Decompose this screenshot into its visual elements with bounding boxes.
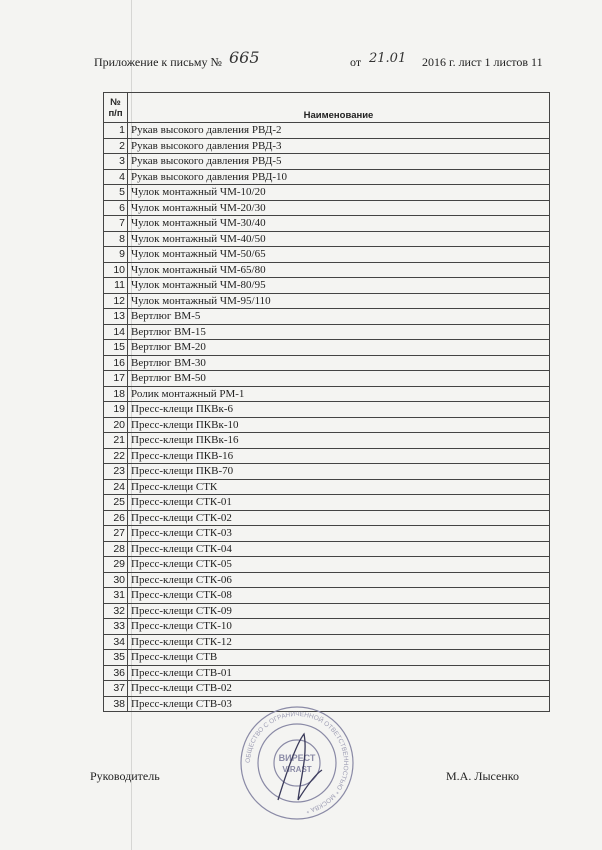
table-row bbox=[104, 278, 550, 294]
item-name: Пресс-клещи СТВ-02 bbox=[128, 681, 550, 697]
signatory-name: М.А. Лысенко bbox=[446, 769, 519, 783]
row-number: 30 bbox=[104, 572, 128, 588]
column-header-number-line1: № bbox=[110, 96, 121, 108]
table-row bbox=[104, 510, 550, 526]
row-number: 31 bbox=[104, 588, 128, 604]
row-number: 19 bbox=[104, 402, 128, 418]
item-name: Пресс-клещи ПКВк-10 bbox=[128, 417, 550, 433]
item-name: Пресс-клещи СТВ-01 bbox=[128, 665, 550, 681]
row-number: 5 bbox=[104, 185, 128, 201]
table-row bbox=[104, 216, 550, 232]
item-name: Пресс-клещи СТК-05 bbox=[128, 557, 550, 573]
stamp-ring-text: ОБЩЕСТВО С ОГРАНИЧЕННОЙ ОТВЕТСТВЕННОСТЬЮ * МОСКВА * bbox=[244, 710, 350, 815]
table-row bbox=[104, 138, 550, 154]
row-number: 7 bbox=[104, 216, 128, 232]
column-header-number-line2: п/п bbox=[108, 107, 123, 119]
item-name: Пресс-клещи СТК-08 bbox=[128, 588, 550, 604]
row-number: 37 bbox=[104, 681, 128, 697]
table-row bbox=[104, 402, 550, 418]
header-from-label: от bbox=[350, 55, 362, 69]
item-name: Чулок монтажный ЧМ-80/95 bbox=[128, 278, 550, 294]
row-number: 13 bbox=[104, 309, 128, 325]
table-row bbox=[104, 665, 550, 681]
item-name: Чулок монтажный ЧМ-50/65 bbox=[128, 247, 550, 263]
row-number: 9 bbox=[104, 247, 128, 263]
table-row bbox=[104, 247, 550, 263]
column-header-number bbox=[104, 93, 128, 123]
table-row bbox=[104, 448, 550, 464]
item-name: Пресс-клещи ПКВк-16 bbox=[128, 433, 550, 449]
item-name: Рукав высокого давления РВД-5 bbox=[128, 154, 550, 170]
item-name: Пресс-клещи СТВ bbox=[128, 650, 550, 666]
table-row bbox=[104, 557, 550, 573]
table-row bbox=[104, 169, 550, 185]
table-row bbox=[104, 262, 550, 278]
row-number: 38 bbox=[104, 696, 128, 712]
row-number: 16 bbox=[104, 355, 128, 371]
item-name: Вертлюг ВМ-15 bbox=[128, 324, 550, 340]
item-name: Чулок монтажный ЧМ-40/50 bbox=[128, 231, 550, 247]
row-number: 26 bbox=[104, 510, 128, 526]
table-row bbox=[104, 495, 550, 511]
row-number: 36 bbox=[104, 665, 128, 681]
row-number: 2 bbox=[104, 138, 128, 154]
stamp-center-text: ВИРЕСТ bbox=[278, 753, 316, 763]
row-number: 28 bbox=[104, 541, 128, 557]
date-handwritten: 21.01 bbox=[369, 51, 407, 66]
company-seal-stamp bbox=[238, 704, 356, 822]
row-number: 23 bbox=[104, 464, 128, 480]
row-number: 6 bbox=[104, 200, 128, 216]
table-row bbox=[104, 681, 550, 697]
item-name: Чулок монтажный ЧМ-20/30 bbox=[128, 200, 550, 216]
table-row bbox=[104, 479, 550, 495]
table-row bbox=[104, 324, 550, 340]
row-number: 18 bbox=[104, 386, 128, 402]
table-row bbox=[104, 386, 550, 402]
table-row bbox=[104, 200, 550, 216]
item-name: Вертлюг ВМ-20 bbox=[128, 340, 550, 356]
row-number: 33 bbox=[104, 619, 128, 635]
items-table bbox=[103, 92, 550, 712]
row-number: 3 bbox=[104, 154, 128, 170]
item-name: Ролик монтажный РМ-1 bbox=[128, 386, 550, 402]
item-name: Пресс-клещи СТК-03 bbox=[128, 526, 550, 542]
row-number: 1 bbox=[104, 123, 128, 139]
row-number: 17 bbox=[104, 371, 128, 387]
table-row bbox=[104, 572, 550, 588]
table-row bbox=[104, 603, 550, 619]
item-name: Чулок монтажный ЧМ-10/20 bbox=[128, 185, 550, 201]
row-number: 32 bbox=[104, 603, 128, 619]
row-number: 24 bbox=[104, 479, 128, 495]
item-name: Пресс-клещи СТК-06 bbox=[128, 572, 550, 588]
row-number: 4 bbox=[104, 169, 128, 185]
row-number: 35 bbox=[104, 650, 128, 666]
item-name: Чулок монтажный ЧМ-30/40 bbox=[128, 216, 550, 232]
table-row bbox=[104, 433, 550, 449]
table-row bbox=[104, 154, 550, 170]
table-row bbox=[104, 619, 550, 635]
table-row bbox=[104, 526, 550, 542]
table-row bbox=[104, 417, 550, 433]
table-row bbox=[104, 123, 550, 139]
item-name: Пресс-клещи ПКВ-16 bbox=[128, 448, 550, 464]
item-name: Рукав высокого давления РВД-2 bbox=[128, 123, 550, 139]
item-name: Пресс-клещи СТК-01 bbox=[128, 495, 550, 511]
item-name: Пресс-клещи СТК-02 bbox=[128, 510, 550, 526]
item-name: Чулок монтажный ЧМ-95/110 bbox=[128, 293, 550, 309]
item-name: Пресс-клещи СТК-04 bbox=[128, 541, 550, 557]
item-name: Рукав высокого давления РВД-3 bbox=[128, 138, 550, 154]
row-number: 10 bbox=[104, 262, 128, 278]
table-row bbox=[104, 293, 550, 309]
letter-number-handwritten: 665 bbox=[229, 48, 260, 67]
table-header-row bbox=[104, 93, 550, 123]
item-name: Пресс-клещи СТК-09 bbox=[128, 603, 550, 619]
item-name: Пресс-клещи СТК-12 bbox=[128, 634, 550, 650]
header-suffix: 2016 г. лист 1 листов 11 bbox=[422, 55, 543, 69]
signatory-position: Руководитель bbox=[90, 769, 160, 783]
table-row bbox=[104, 355, 550, 371]
header-prefix: Приложение к письму № bbox=[94, 55, 222, 69]
row-number: 22 bbox=[104, 448, 128, 464]
table-row bbox=[104, 464, 550, 480]
table-row bbox=[104, 309, 550, 325]
row-number: 29 bbox=[104, 557, 128, 573]
item-name: Вертлюг ВМ-30 bbox=[128, 355, 550, 371]
table-row bbox=[104, 231, 550, 247]
item-name: Чулок монтажный ЧМ-65/80 bbox=[128, 262, 550, 278]
item-name: Пресс-клещи СТК-10 bbox=[128, 619, 550, 635]
row-number: 8 bbox=[104, 231, 128, 247]
table-row bbox=[104, 340, 550, 356]
item-name: Рукав высокого давления РВД-10 bbox=[128, 169, 550, 185]
row-number: 11 bbox=[104, 278, 128, 294]
table-row bbox=[104, 588, 550, 604]
item-name: Вертлюг ВМ-50 bbox=[128, 371, 550, 387]
table-row bbox=[104, 650, 550, 666]
table-row bbox=[104, 185, 550, 201]
row-number: 34 bbox=[104, 634, 128, 650]
row-number: 20 bbox=[104, 417, 128, 433]
item-name: Пресс-клещи СТК bbox=[128, 479, 550, 495]
item-name: Вертлюг ВМ-5 bbox=[128, 309, 550, 325]
column-header-name: Наименование bbox=[128, 93, 550, 123]
item-name: Пресс-клещи ПКВк-6 bbox=[128, 402, 550, 418]
row-number: 12 bbox=[104, 293, 128, 309]
table-row bbox=[104, 541, 550, 557]
row-number: 21 bbox=[104, 433, 128, 449]
row-number: 25 bbox=[104, 495, 128, 511]
table-row bbox=[104, 634, 550, 650]
stamp-center-text-2: VIRAST bbox=[282, 765, 312, 774]
row-number: 27 bbox=[104, 526, 128, 542]
row-number: 14 bbox=[104, 324, 128, 340]
item-name: Пресс-клещи ПКВ-70 bbox=[128, 464, 550, 480]
table-row bbox=[104, 371, 550, 387]
document-header bbox=[94, 48, 544, 73]
row-number: 15 bbox=[104, 340, 128, 356]
item-name: Пресс-клещи СТВ-03 bbox=[128, 696, 550, 712]
